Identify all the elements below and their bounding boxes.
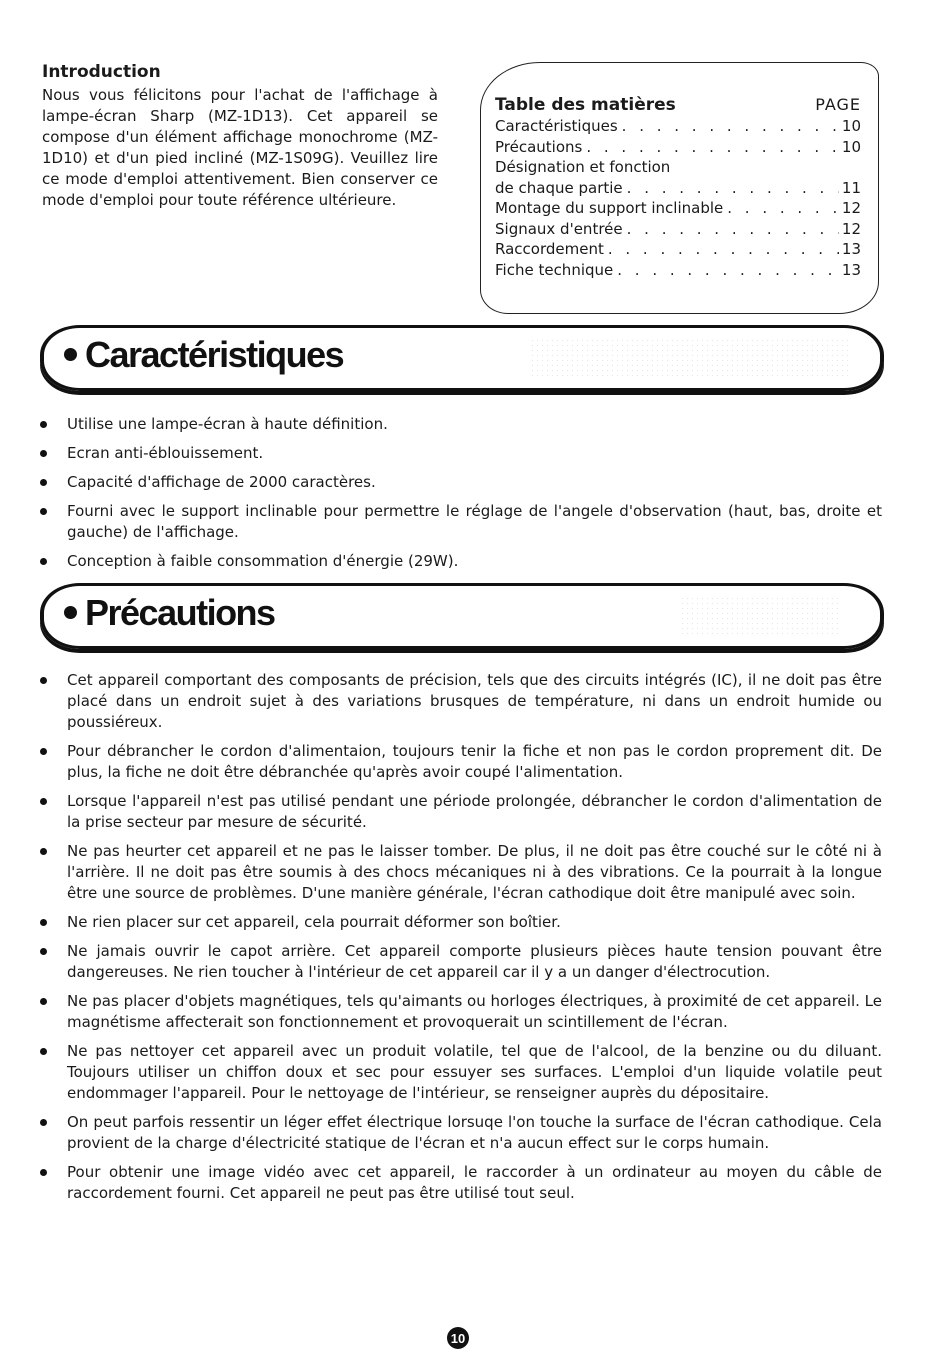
bullet-icon [40,998,47,1005]
toc-entry[interactable] [495,178,861,199]
toc-entry-label: Fiche technique [495,260,614,279]
toc-entry[interactable] [495,219,861,240]
bullet-icon [40,848,47,855]
list-item-text: Ne pas placer d'objets magnétiques, tels qu'aimants ou horloges électriques, à proximité de cet appareil. Le magnétisme affecterait son fonctionnement et provoquerait un scintillement de l'écran. [67,992,882,1031]
list-item-text: Fourni avec le support inclinable pour permettre le réglage de l'angele d'observation (haut, bas, droite et gauche) de l'affichage. [67,502,882,541]
toc-entry-label: Précautions [495,137,583,156]
features-banner [40,325,884,391]
bullet-icon [40,1169,47,1176]
precautions-heading [64,592,275,634]
precautions-banner [40,583,884,649]
bullet-icon [40,558,47,565]
banner-texture [530,338,850,378]
toc-entry[interactable] [495,116,861,137]
list-item-text: Lorsque l'appareil n'est pas utilisé pendant une période prolongée, débrancher le cordon d'alimentation de la prise secteur par mesure de sécurité. [67,792,882,831]
toc-leader [618,116,839,137]
bullet-icon [40,948,47,955]
toc-entry-page: 13 [841,240,861,258]
toc-entry-label: Raccordement [495,240,604,258]
list-item [40,551,882,572]
bullet-icon [40,450,47,457]
toc-title: Table des matières [495,95,676,115]
list-item [40,443,882,464]
bullet-icon [40,748,47,755]
toc-entry-label: Montage du support inclinable [495,199,724,217]
introduction-text: Nous vous félicitons pour l'achat de l'affichage à lampe-écran Sharp (MZ-1D13). Cet appareil se compose d'un élément affichage monochrome (MZ-1D10) et d'un pied incliné (MZ-1S09G). Veuillez lire ce mode d'emploi attentivement. Bien conserver ce mode d'emploi pour toute référence ultérieure. [42,86,438,209]
bullet-icon [40,1119,47,1126]
list-item-text: Pour débrancher le cordon d'alimentaion, toujours tenir la fiche et non pas le cordon proprement dit. De plus, la fiche ne doit être débranchée qu'après avoir coupé l'alimentation. [67,742,882,781]
toc-leader [613,260,839,281]
toc-header [495,95,861,115]
toc-entry-label: Signaux d'entrée [495,219,623,238]
list-item [40,941,882,983]
features-heading [64,334,343,376]
toc-entry[interactable] [495,198,861,219]
list-item [40,414,882,435]
bullet-icon [40,798,47,805]
toc-entry-page: 13 [841,260,861,279]
bullet-icon [40,479,47,486]
toc-leader [723,198,839,219]
list-item [40,1112,882,1154]
precautions-heading-text: Précautions [85,592,275,633]
list-item [40,1041,882,1104]
page-number-badge [447,1327,469,1349]
list-item [40,1162,882,1204]
list-item [40,791,882,833]
toc-entry-label: Caractéristiques [495,117,618,135]
toc-entry[interactable] [495,137,861,158]
bullet-icon [64,348,77,361]
toc-leader [604,239,839,260]
introduction-section [42,62,438,211]
list-item-text: Cet appareil comportant des composants de précision, tels que des circuits intégrés (IC), il ne doit pas être placé dans un endroit sujet à des variations brusques de température, ni dans un endroit humide ou poussiéreux. [67,671,882,731]
toc-entry[interactable] [495,260,861,281]
list-item-text: Pour obtenir une image vidéo avec cet appareil, le raccorder à un ordinateur au moyen du câble de raccordement fourni. Cet appareil ne peut pas être utilisé tout seul. [67,1163,882,1202]
list-item [40,670,882,733]
toc-entry[interactable] [495,239,861,260]
bullet-icon [40,1048,47,1055]
list-item-text: On peut parfois ressentir un léger effet électrique lorsuqe l'on touche la surface de l'écran cathodique. Cela provient de la charge d'électricité statique de l'écran et n'a aucun effect sur le corps humain. [67,1113,882,1152]
bullet-icon [40,508,47,515]
features-heading-text: Caractéristiques [85,334,344,375]
toc-entry-page: 10 [841,137,861,156]
toc-entry[interactable] [495,157,861,178]
list-item-text: Ecran anti-éblouissement. [67,444,264,462]
toc-entry-page: 10 [841,117,861,135]
list-item-text: Ne pas heurter cet appareil et ne pas le laisser tomber. De plus, il ne doit pas être couché sur le côté ni à l'arrière. Il ne doit pas être soumis à des chocs mécaniques ni à des vibrations. Ce la pourrait à la longue être une source de problèmes. D'une manière générale, l'écran cathodique doit être manipulé avec soin. [67,842,882,902]
bullet-icon [64,606,77,619]
toc-entry-label: Désignation et fonction [495,158,671,176]
table-of-contents [495,95,861,280]
precautions-list [40,670,882,1212]
list-item [40,501,882,543]
bullet-icon [40,919,47,926]
list-item [40,912,882,933]
list-item-text: Utilise une lampe-écran à haute définition. [67,415,388,433]
banner-texture [680,596,840,636]
toc-entry-page: 11 [841,178,861,197]
toc-entry-page: 12 [841,219,861,238]
list-item-text: Ne pas nettoyer cet appareil avec un produit volatile, tel que de l'alcool, de la benzine ou du diluant. Toujours utiliser un chiffon doux et sec pour essuyer ses surfaces. L'emploi d'un liquide volatile peut endommager l'appareil. Pour le nettoyage de l'intérieur, se renseigner auprès du dépositaire. [67,1042,882,1102]
bullet-icon [40,421,47,428]
introduction-heading: Introduction [42,62,161,82]
toc-leader [623,178,839,199]
page-number: 10 [450,1330,466,1346]
list-item [40,841,882,904]
list-item-text: Conception à faible consommation d'énergie (29W). [67,552,459,570]
list-item [40,991,882,1033]
toc-entry-page: 12 [841,199,861,217]
list-item-text: Ne jamais ouvrir le capot arrière. Cet appareil comporte plusieurs pièces haute tension pouvant être dangereuses. Ne rien toucher à l'intérieur de cet appareil car il y a un danger d'électrocution. [67,942,882,981]
list-item-text: Ne rien placer sur cet appareil, cela pourrait déformer son boîtier. [67,913,561,931]
list-item [40,741,882,783]
toc-entry-label: de chaque partie [495,178,623,197]
list-item [40,472,882,493]
bullet-icon [40,677,47,684]
list-item-text: Capacité d'affichage de 2000 caractères. [67,473,376,491]
features-list [40,414,882,580]
toc-leader [623,219,839,240]
toc-page-label: PAGE [815,95,861,114]
toc-leader [582,137,839,158]
